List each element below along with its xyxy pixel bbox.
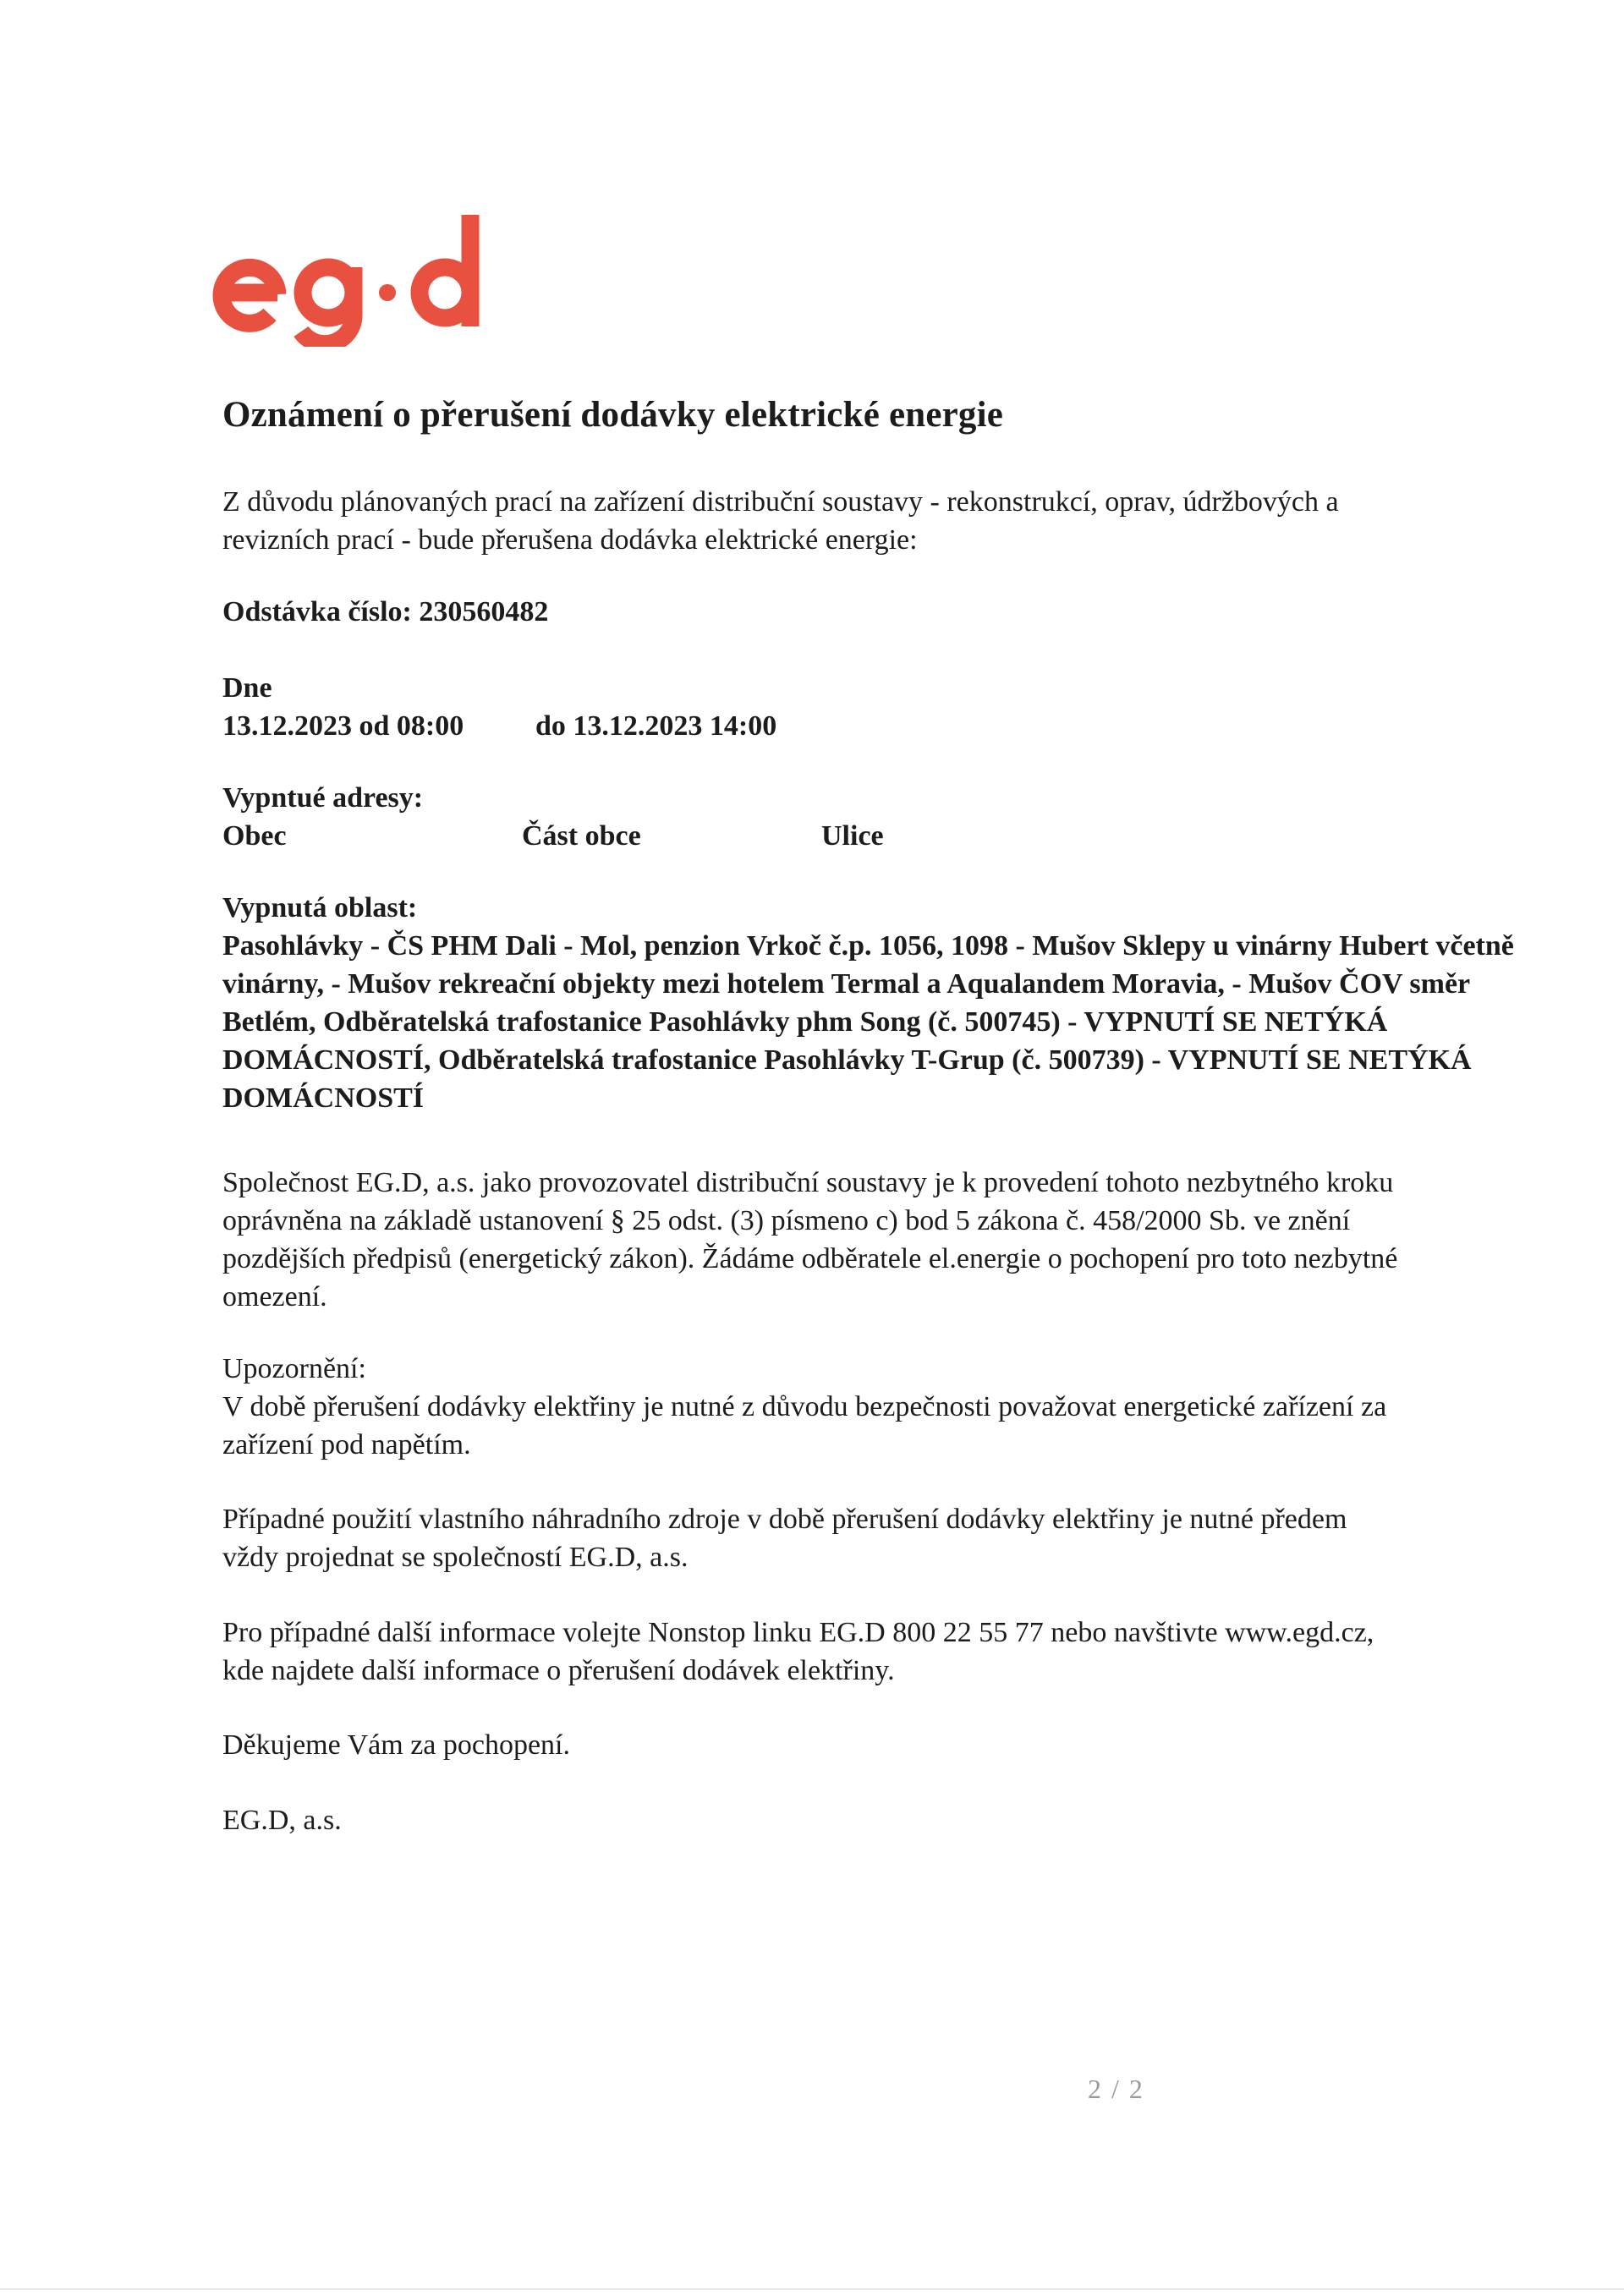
outage-time-range	[222, 707, 776, 745]
day-label: Dne	[222, 672, 272, 704]
outage-to: do 13.12.2023 14:00	[535, 710, 777, 742]
warning-text: V době přerušení dodávky elektřiny je nutné z důvodu bezpečnosti považovat energetické zařízení za zařízení pod napětím.	[222, 1391, 1387, 1460]
egd-logo-graphic	[203, 203, 491, 347]
addresses-label: Vypntué adresy:	[222, 782, 424, 814]
area-description: Pasohlávky - ČS PHM Dali - Mol, penzion Vrkoč č.p. 1056, 1098 - Mušov Sklepy u vinárny Hubert včetně vinárny, - Mušov rekreační objekty mezi hotelem Termal a Aqualandem Moravia, - Mušov ČOV směr Betlém, Odběratelská trafostanice Pasohlávky phm Song (č. 500745) - VYPNUTÍ SE NETÝKÁ DOMÁCNOSTÍ, Odběratelská trafostanice Pasohlávky T-Grup (č. 500739) - VYPNUTÍ SE NETÝKÁ DOMÁCNOSTÍ	[222, 930, 1514, 1114]
scan-edge-divider	[0, 2288, 1624, 2290]
legal-paragraph: Společnost EG.D, a.s. jako provozovatel distribuční soustavy je k provedení tohoto nezbytného kroku oprávněna na základě ustanovení § 25 odst. (3) písmeno c) bod 5 zákona č. 458/2000 Sb. ve znění pozdějších předpisů (energetický zákon). Žádáme odběratele el.energie o pochopení pro toto nezbytné omezení.	[222, 1167, 1398, 1312]
backup-source-paragraph: Případné použití vlastního náhradního zdroje v době přerušení dodávky elektřiny je nutné předem vždy projednat se společností EG.D, a.s.	[222, 1504, 1347, 1573]
notice-content	[222, 392, 1559, 1836]
area-label: Vypnutá oblast:	[222, 892, 418, 923]
column-municipality: Obec	[222, 820, 287, 852]
column-part: Část obce	[522, 820, 641, 852]
intro-paragraph: Z důvodu plánovaných prací na zařízení distribuční soustavy - rekonstrukcí, oprav, údržbových a revizních prací - bude přerušena dodávka elektrické energie:	[222, 486, 1339, 556]
column-street: Ulice	[821, 820, 884, 852]
notice-title: Oznámení o přerušení dodávky elektrické energie	[222, 395, 1004, 435]
outage-from: 13.12.2023 od 08:00	[222, 710, 464, 742]
signature: EG.D, a.s.	[222, 1805, 342, 1836]
outage-number: Odstávka číslo: 230560482	[222, 596, 549, 627]
page-number: 2 / 2	[1088, 2074, 1144, 2104]
egd-logo	[203, 203, 491, 347]
warning-label: Upozornění:	[222, 1353, 366, 1384]
info-paragraph: Pro případné další informace volejte Nonstop linku EG.D 800 22 55 77 nebo navštivte www.egd.cz, kde najdete další informace o přerušení dodávek elektřiny.	[222, 1617, 1374, 1686]
thanks-line: Děkujeme Vám za pochopení.	[222, 1729, 571, 1761]
addresses-header	[222, 817, 884, 855]
